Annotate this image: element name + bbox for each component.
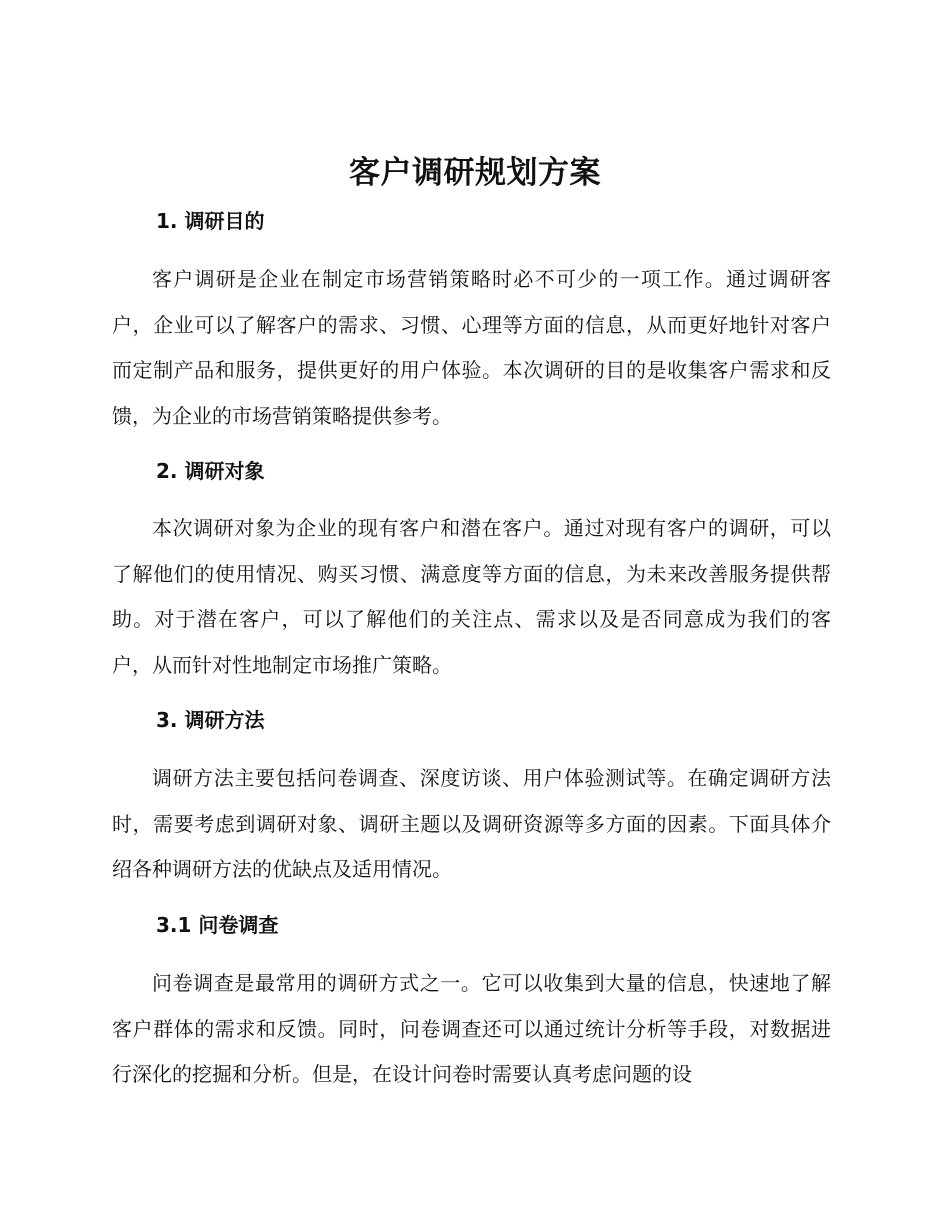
section-paragraph-questionnaire: 问卷调查是最常用的调研方式之一。它可以收集到大量的信息，快速地了解客户群体的需求和反馈。同时，问卷调查还可以通过统计分析等手段，对数据进行深化的挖掘和分析。但是，在设计问卷时需要认真考虑问题的设 (112, 971, 831, 1086)
section-paragraph-methods: 调研方法主要包括问卷调查、深度访谈、用户体验测试等。在确定调研方法时，需要考虑到调研对象、调研主题以及调研资源等多方面的因素。下面具体介绍各种调研方法的优缺点及适用情况。 (112, 766, 831, 881)
section-heading-methods: 3. 调研方法 (156, 708, 265, 732)
section-heading-purpose: 1. 调研目的 (156, 209, 265, 233)
document-title: 客户调研规划方案 (349, 155, 601, 191)
section-heading-questionnaire: 3.1 问卷调查 (156, 913, 279, 937)
section-paragraph-subjects: 本次调研对象为企业的现有客户和潜在客户。通过对现有客户的调研，可以了解他们的使用情况、购买习惯、满意度等方面的信息，为未来改善服务提供帮助。对于潜在客户，可以了解他们的关注点、需求以及是否同意成为我们的客户，从而针对性地制定市场推广策略。 (112, 516, 831, 677)
section-heading-subjects: 2. 调研对象 (156, 459, 265, 483)
section-paragraph-purpose: 客户调研是企业在制定市场营销策略时必不可少的一项工作。通过调研客户，企业可以了解客户的需求、习惯、心理等方面的信息，从而更好地针对客户而定制产品和服务，提供更好的用户体验。本次调研的目的是收集客户需求和反馈，为企业的市场营销策略提供参考。 (112, 267, 831, 428)
